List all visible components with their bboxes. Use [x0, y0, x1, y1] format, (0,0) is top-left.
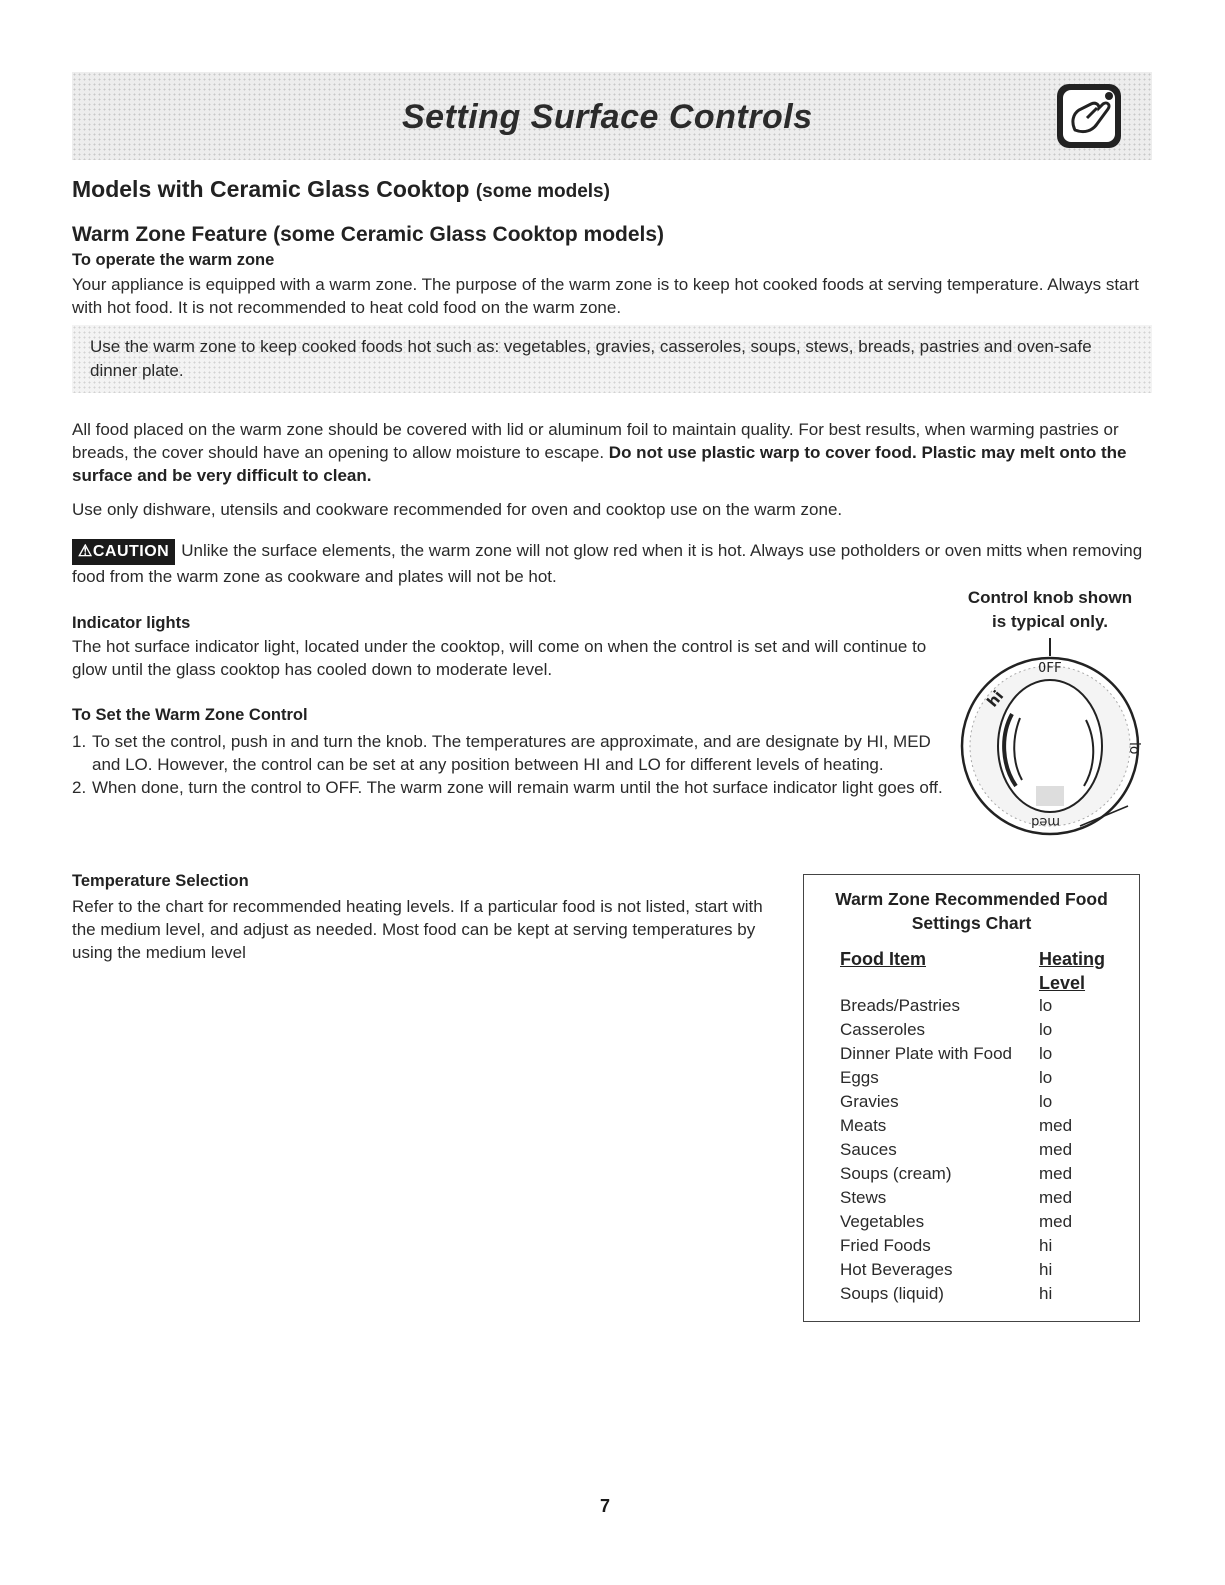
- banner-title: Setting Surface Controls: [402, 98, 813, 136]
- col-header-level: Heating Level: [1039, 949, 1106, 993]
- temperature-text: Refer to the chart for recommended heating levels. If a particular food is not listed, start with the medium level, and adjust as needed. Most food can be kept at serving temperatures by using the medium level: [72, 897, 763, 962]
- knob-label-lo: lo: [1126, 742, 1142, 755]
- heating-level: hi: [1039, 1284, 1053, 1303]
- dishware-text: Use only dishware, utensils and cookware recommended for oven and cooktop use on the warm zone.: [72, 500, 843, 519]
- food-item: Fried Foods: [840, 1236, 931, 1255]
- caution-badge: ⚠CAUTION: [72, 539, 175, 565]
- section-title-paren: (some models): [475, 181, 610, 202]
- heating-level: lo: [1039, 1044, 1053, 1063]
- indicator-text: The hot surface indicator light, located under the cooktop, will come on when the control is set and will continue to glow until the glass cooktop has cooled down to moderate level.: [72, 637, 927, 679]
- knob-label-off: OFF: [1038, 661, 1062, 676]
- table-row: [840, 1114, 1130, 1138]
- heating-level: med: [1039, 1212, 1073, 1231]
- subsection-title: Warm Zone Feature (some Ceramic Glass Cooktop models): [72, 223, 665, 246]
- col-header-food: Food Item: [840, 949, 926, 969]
- food-item: Soups (liquid): [840, 1284, 944, 1303]
- caution-text: Unlike the surface elements, the warm zone will not glow red when it is hot. Always use potholders or oven mitts when removing food from the warm zone as cookware and plates will not be hot.: [72, 541, 1143, 586]
- heating-level: med: [1039, 1140, 1073, 1159]
- set-control-steps: [72, 730, 952, 799]
- table-row: [840, 1258, 1130, 1282]
- cover-warning: Do not use plastic warp to cover food. Plastic may melt onto the surface and be very difficult to clean.: [72, 443, 1127, 485]
- step-item: 2. When done, turn the control to OFF. The warm zone will remain warm until the hot surface indicator light goes off.: [72, 778, 943, 797]
- food-item: Breads/Pastries: [840, 996, 960, 1015]
- knob-caption: Control knob shown is typical only.: [967, 588, 1133, 631]
- cover-text: All food placed on the warm zone should be covered with lid or aluminum foil to maintain quality. For best results, when warming pastries or breads, the cover should have an opening to allow moisture to escape.: [72, 420, 1119, 462]
- table-row: [840, 1282, 1130, 1306]
- hand-pointer-icon: [1057, 84, 1121, 148]
- set-control-heading: To Set the Warm Zone Control: [72, 706, 308, 724]
- operate-heading: To operate the warm zone: [72, 251, 275, 269]
- food-item: Soups (cream): [840, 1164, 952, 1183]
- cover-paragraph: [72, 418, 1152, 487]
- heating-level: med: [1039, 1164, 1073, 1183]
- control-knob-illustration: [950, 636, 1150, 836]
- food-item: Hot Beverages: [840, 1260, 953, 1279]
- heating-level: med: [1039, 1188, 1073, 1207]
- table-row: [840, 1210, 1130, 1234]
- table-row: [840, 1186, 1130, 1210]
- temperature-heading: Temperature Selection: [72, 872, 249, 890]
- food-item: Stews: [840, 1188, 887, 1207]
- table-row: [840, 1066, 1130, 1090]
- table-row: [840, 1162, 1130, 1186]
- food-item: Gravies: [840, 1092, 899, 1111]
- heating-level: lo: [1039, 996, 1053, 1015]
- heating-level: lo: [1039, 1092, 1053, 1111]
- warning-triangle-icon: ⚠: [78, 543, 93, 560]
- heating-level: hi: [1039, 1236, 1053, 1255]
- page-number: 7: [599, 1496, 610, 1516]
- operate-text: Your appliance is equipped with a warm zone. The purpose of the warm zone is to keep hot cooked foods at serving temperature. Always start with hot food. It is not recommended to heat cold food on the warm zone.: [72, 275, 1139, 317]
- chart-title: Warm Zone Recommended Food Settings Chart: [835, 889, 1108, 933]
- heating-level: lo: [1039, 1020, 1053, 1039]
- indicator-heading: Indicator lights: [72, 614, 191, 632]
- table-row: [840, 1090, 1130, 1114]
- step-item: 1. To set the control, push in and turn the knob. The temperatures are approximate, and are designate by HI, MED and LO. However, the control can be set at any position between HI and LO for different levels of heating.: [72, 732, 931, 774]
- note-text: Use the warm zone to keep cooked foods hot such as: vegetables, gravies, casseroles, soups, stews, breads, pastries and oven-safe dinner plate.: [90, 337, 1092, 380]
- food-item: Meats: [840, 1116, 887, 1135]
- chart-rows: [840, 994, 1130, 1306]
- page-banner: [72, 72, 1152, 160]
- table-row: [840, 1138, 1130, 1162]
- caution-paragraph: [72, 539, 1152, 588]
- table-row: [840, 1018, 1130, 1042]
- heating-level: lo: [1039, 1068, 1053, 1087]
- heating-level: med: [1039, 1116, 1073, 1135]
- knob-label-hi: hi: [983, 686, 1008, 711]
- table-row: [840, 994, 1130, 1018]
- food-item: Casseroles: [840, 1020, 926, 1039]
- food-item: Dinner Plate with Food: [840, 1044, 1012, 1063]
- knob-label-med: med: [1031, 814, 1060, 829]
- food-item: Vegetables: [840, 1212, 925, 1231]
- heating-level: hi: [1039, 1260, 1053, 1279]
- note-box: [72, 325, 1152, 393]
- section-title: Models with Ceramic Glass Cooktop (some models): [72, 176, 610, 202]
- table-row: [840, 1042, 1130, 1066]
- food-settings-chart: [803, 874, 1140, 1322]
- food-item: Sauces: [840, 1140, 897, 1159]
- food-item: Eggs: [840, 1068, 879, 1087]
- table-row: [840, 1234, 1130, 1258]
